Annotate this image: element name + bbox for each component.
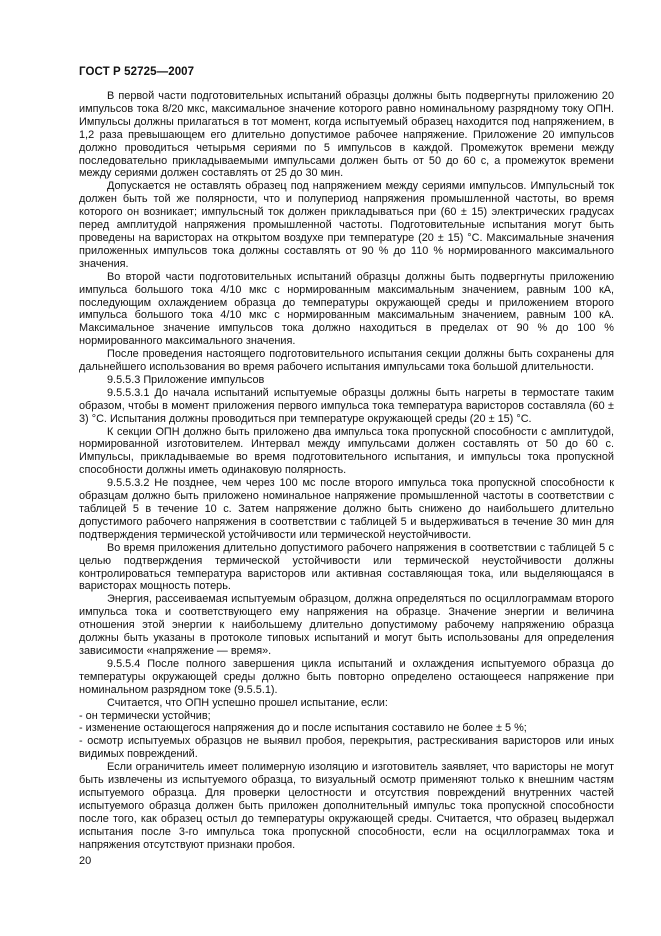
document-body: [79, 90, 614, 851]
paragraph: Во второй части подготовительных испытаний образцы должны быть подвергнуты приложению импульса большого тока 4/10 мкс с нормированным максимальным значением, равным 100 кА, последующим охлаждением образца до температуры окружающей среды и приложением второго импульса большого тока 4/10 мкс с нормированным максимальным значением, равным 100 кА. Максимальное значение импульсов тока должно находиться в пределах от 90 % до 100 % нормированного максимального значения.: [79, 270, 614, 348]
paragraph: После проведения настоящего подготовительного испытания секции должны быть сохранены для дальнейшего использования во время рабочего испытания импульсами тока большой длительности.: [79, 348, 614, 374]
paragraph: Считается, что ОПН успешно прошел испытание, если:: [107, 696, 388, 709]
closing-paragraph: Если ограничитель имеет полимерную изоляцию и изготовитель заявляет, что варисторы не могут быть извлечены из испытуемого образца, то визуальный осмотр применяют только к внешним частям испытуемого образца. Для проверки целостности и отсутствия повреждений внутренних частей испытуемого образца должен быть приложен дополнительный импульс тока пропускной способности после того, как образец остыл до температуры окружающей среды. Считается, что образец выдержал испытания после 3-го импульса тока пропускной способности, если на осциллограммах тока и напряжения отсутствуют признаки пробоя.: [79, 761, 614, 851]
paragraph: 9.5.5.3.1 До начала испытаний испытуемые образцы должны быть нагреты в термостате таким образом, чтобы в момент приложения первого импульса тока температура варисторов составляла (60 ± 3) °С. Испытания должны проводиться при температуре окружающей среды (20 ± 15) °С.: [79, 386, 614, 425]
paragraph: 9.5.5.3.2 Не позднее, чем через 100 мс после второго импульса тока пропускной способности к образцам должно быть приложено номинальное напряжение промышленной частоты в соответствии с таблицей 5 в течение 10 с. Затем напряжение должно быть снижено до наибольшего длительно допустимого рабочего напряжения в соответствии с таблицей 5 и выдерживаться в течение 30 мин для подтверждения термической устойчивости или термической неустойчивости.: [79, 477, 614, 541]
criteria-item: - он термически устойчив;: [79, 709, 211, 722]
criteria-item: - изменение остающегося напряжения до и после испытания составило не более ± 5 %;: [79, 722, 527, 735]
paragraph: 9.5.5.4 После полного завершения цикла испытаний и охлаждения испытуемого образца до температуры окружающей среды должно быть повторно определено остающееся напряжение при номинальном разрядном токе (9.5.5.1).: [79, 657, 614, 696]
paragraph: В первой части подготовительных испытаний образцы должны быть подвергнуты приложению 20 импульсов тока 8/20 мкс, максимальное значение которого равно номинальному разрядному току ОПН. Импульсы должны прилагаться в тот момент, когда испытуемый образец находится под напряжением, в 1,2 раза превышающем его длительно допустимое рабочее напряжение. Приложение 20 импульсов должно проводиться четырьмя сериями по 5 импульсов в каждой. Промежуток времени между последовательно прикладываемыми импульсами должен быть от 50 до 60 с, а промежуток времени между сериями должен составлять от 25 до 30 мин.: [79, 90, 614, 180]
paragraph: К секции ОПН должно быть приложено два импульса тока пропускной способности с амплитудой, нормированной изготовителем. Интервал между импульсами должен составлять от 50 до 60 с. Импульсы, прикладываемые во время подготовительного испытания, и импульсы тока пропускной способности должны иметь одинаковую полярность.: [79, 425, 614, 477]
section-heading: 9.5.5.3 Приложение импульсов: [107, 373, 265, 386]
document-header: ГОСТ Р 52725—2007: [79, 66, 195, 78]
paragraph: Энергия, рассеиваемая испытуемым образцом, должна определяться по осциллограммам второго импульса тока и соответствующего ему напряжения на образце. Значение энергии и величина отношения этой энергии к наибольшему длительно допустимому рабочему напряжению образца должны быть указаны в протоколе типовых испытаний и могут быть использованы для определения зависимости «напряжение — время».: [79, 593, 614, 657]
paragraph: Во время приложения длительно допустимого рабочего напряжения в соответствии с таблицей 5 с целью подтверждения термической устойчивости или термической неустойчивости должны контролироваться температура варисторов или активная составляющая тока, или выделяющаяся в варисторах мощность потерь.: [79, 541, 614, 593]
page-number: 20: [79, 855, 92, 867]
criteria-item: - осмотр испытуемых образцов не выявил пробоя, перекрытия, растрескивания варисторов или иных видимых повреждений.: [79, 735, 614, 761]
paragraph: Допускается не оставлять образец под напряжением между сериями импульсов. Импульсный ток должен быть той же полярности, что и полупериод напряжения промышленной частоты, во время которого он возникает; импульсный ток должен прикладываться при (60 ± 15) электрических градусах перед амплитудой напряжения промышленной частоты. Подготовительные испытания могут быть проведены на варисторах на открытом воздухе при температуре (20 ± 15) °С. Максимальные значения приложенных импульсов тока должны составлять от 90 % до 110 % нормированного максимального значения.: [79, 180, 614, 270]
